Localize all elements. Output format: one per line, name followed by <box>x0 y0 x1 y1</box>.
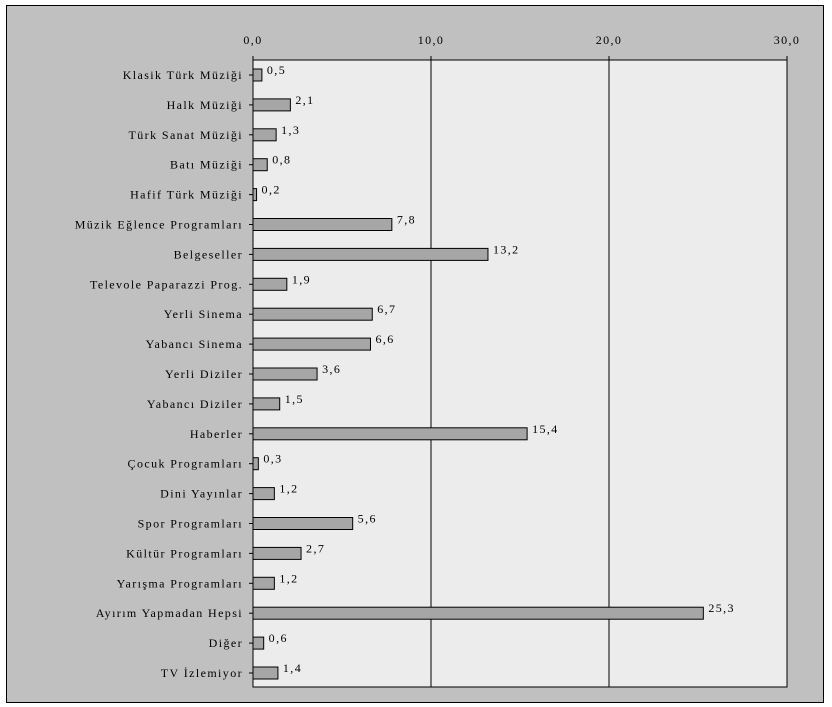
data-label: 0,8 <box>272 152 292 167</box>
data-label: 2,7 <box>306 541 326 556</box>
category-label: Diğer <box>208 636 243 651</box>
category-label: Ayırım Yapmadan Hepsi <box>95 606 243 621</box>
category-label: Klasik Türk Müziği <box>122 68 243 82</box>
category-label: Çocuk Programları <box>127 456 243 471</box>
data-label: 13,2 <box>492 242 520 257</box>
data-label: 3,6 <box>322 362 342 376</box>
bar <box>253 458 258 470</box>
category-label: Batı Müziği <box>169 157 243 172</box>
category-label: Televole Paparazzi Prog. <box>89 277 243 292</box>
bar <box>253 428 527 440</box>
bar <box>253 637 264 649</box>
category-label: Yarışma Programları <box>116 576 243 591</box>
bar <box>253 547 301 559</box>
bar <box>253 607 703 619</box>
data-label: 1,2 <box>279 571 299 586</box>
data-label: 6,7 <box>377 302 397 317</box>
bar <box>253 308 372 320</box>
data-label: 0,2 <box>261 182 281 197</box>
data-label: 0,3 <box>263 451 283 466</box>
category-label: Halk Müziği <box>166 97 243 112</box>
category-label: Müzik Eğlence Programları <box>74 217 243 232</box>
category-label: Belgeseller <box>173 247 243 262</box>
bar <box>253 159 267 171</box>
data-label: 1,4 <box>282 661 303 675</box>
data-label: 2,1 <box>295 92 315 107</box>
bar <box>253 99 290 111</box>
bar <box>253 278 287 290</box>
data-label: 15,4 <box>532 421 559 436</box>
bar <box>253 518 353 530</box>
bar <box>253 248 488 260</box>
category-label: Yabancı Sinema <box>145 337 243 352</box>
category-label: Kültür Programları <box>126 546 243 561</box>
category-label: Yabancı Diziler <box>146 396 243 411</box>
x-tick-label: 10,0 <box>417 33 445 47</box>
category-label: Spor Programları <box>137 516 243 531</box>
data-label: 1,3 <box>281 122 301 137</box>
data-label: 1,5 <box>284 391 304 406</box>
bar <box>253 667 278 679</box>
bar <box>253 69 262 81</box>
x-tick-label: 0,0 <box>243 33 263 47</box>
data-label: 6,6 <box>375 332 395 347</box>
data-label: 25,3 <box>708 601 735 616</box>
bar <box>253 488 274 500</box>
bar <box>253 219 392 231</box>
category-label: TV İzlemiyor <box>160 666 243 680</box>
bar <box>253 338 370 350</box>
data-label: 0,6 <box>268 631 288 646</box>
x-tick-label: 20,0 <box>595 33 623 47</box>
bar <box>253 129 276 141</box>
bar <box>253 368 317 380</box>
category-label: Yerli Diziler <box>165 367 243 381</box>
data-label: 1,2 <box>279 481 299 496</box>
data-label: 7,8 <box>396 212 417 227</box>
category-label: Hafif Türk Müziği <box>130 187 243 202</box>
data-label: 5,6 <box>357 511 377 526</box>
bar <box>253 398 280 410</box>
data-label: 1,9 <box>291 272 312 287</box>
category-label: Türk Sanat Müziği <box>128 127 243 142</box>
x-tick-label: 30,0 <box>773 33 801 47</box>
category-label: Yerli Sinema <box>163 307 243 322</box>
category-label: Haberler <box>189 426 243 441</box>
category-label: Dini Yayınlar <box>160 486 243 501</box>
bar <box>253 577 274 589</box>
data-label: 0,5 <box>266 63 287 77</box>
bar <box>253 189 257 201</box>
